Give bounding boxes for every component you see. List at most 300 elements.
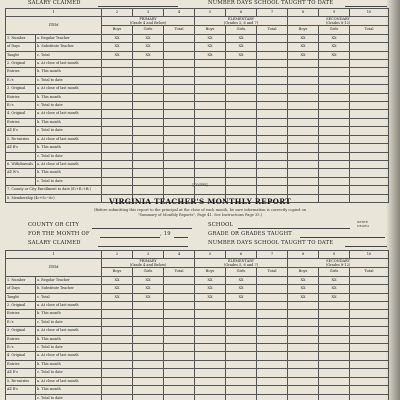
subcol-header: Boys (102, 26, 133, 34)
group-name: PRIMARY (139, 17, 157, 22)
row-subitem: c. Total to date (36, 152, 102, 160)
data-cell (319, 335, 350, 343)
row-subitem: a. At close of last month (36, 352, 102, 360)
data-cell (257, 135, 288, 143)
page-edge-shadow (386, 0, 400, 400)
data-cell: XX (319, 293, 350, 301)
data-cell: XX (133, 51, 164, 59)
data-cell (164, 386, 195, 394)
table-row (6, 160, 389, 168)
data-cell (350, 76, 389, 84)
data-cell (102, 152, 133, 160)
row-item: Taught (6, 293, 36, 301)
data-cell (102, 85, 133, 93)
data-cell: XX (195, 43, 226, 51)
data-cell (133, 118, 164, 126)
data-cell (257, 144, 288, 152)
row-subitem: c. Total to date (36, 76, 102, 84)
group-header (288, 259, 389, 268)
data-cell (350, 60, 389, 68)
data-cell (350, 369, 389, 377)
row-item: Entries (6, 335, 36, 343)
group-header (102, 17, 195, 26)
table-row (6, 43, 389, 51)
subcol-header: Total (257, 26, 288, 34)
data-cell (195, 352, 226, 360)
data-cell: XX (102, 51, 133, 59)
subcol-header: Girls (133, 26, 164, 34)
data-cell (226, 110, 257, 118)
data-cell (133, 335, 164, 343)
row-subitem: c. Total to date (36, 344, 102, 352)
data-cell (164, 310, 195, 318)
data-cell (319, 327, 350, 335)
data-cell (350, 68, 389, 76)
data-cell (288, 310, 319, 318)
table-row (6, 285, 389, 293)
data-cell (319, 76, 350, 84)
data-cell: XX (288, 34, 319, 42)
salary-claimed-label: SALARY CLAIMED (28, 0, 81, 6)
data-cell (133, 144, 164, 152)
data-cell: XX (133, 43, 164, 51)
report-instructions-1: (Before submitting this report to the principal at the close of each month, be sure information is correctly copied on (93, 208, 307, 212)
row-item: E₂'s (6, 344, 36, 352)
item-header: ITEM (6, 259, 102, 276)
data-cell (288, 394, 319, 400)
col-number: 10 (350, 251, 389, 259)
data-cell (133, 302, 164, 310)
data-cell (226, 377, 257, 385)
data-cell (288, 102, 319, 110)
data-cell (319, 394, 350, 400)
row-subitem: b. This month (36, 118, 102, 126)
data-cell (195, 344, 226, 352)
data-cell (257, 386, 288, 394)
data-cell: XX (102, 293, 133, 301)
data-cell (164, 335, 195, 343)
data-cell (257, 276, 288, 284)
data-cell (319, 68, 350, 76)
group-grades: (Grade 4 and Below) (129, 263, 167, 268)
row-subitem: b. This month (36, 386, 102, 394)
subcol-header: Boys (288, 268, 319, 276)
county-label: COUNTY OR CITY (28, 222, 80, 228)
data-cell: XX (195, 285, 226, 293)
row-subitem: a. At close of last month (36, 302, 102, 310)
data-cell (226, 352, 257, 360)
data-cell (102, 127, 133, 135)
data-cell (350, 302, 389, 310)
data-cell (195, 310, 226, 318)
data-cell (257, 335, 288, 343)
row-subitem: c. Total to date (36, 127, 102, 135)
salary-line (98, 6, 178, 7)
data-cell (226, 360, 257, 368)
data-cell (226, 102, 257, 110)
table-row (6, 360, 389, 368)
col-number: 2 (102, 9, 133, 17)
table-row (6, 51, 389, 59)
data-cell (350, 110, 389, 118)
table-row (6, 93, 389, 101)
data-cell (319, 102, 350, 110)
data-cell (195, 335, 226, 343)
data-cell (350, 51, 389, 59)
data-cell (350, 127, 389, 135)
data-cell (195, 102, 226, 110)
data-cell (102, 60, 133, 68)
row-item: All E's (6, 369, 36, 377)
row-subitem: b. This month (36, 360, 102, 368)
data-cell (319, 369, 350, 377)
data-cell (257, 318, 288, 326)
data-cell (257, 302, 288, 310)
data-cell (102, 318, 133, 326)
row-subitem: b. Substitute Teacher (36, 285, 102, 293)
data-cell (350, 102, 389, 110)
data-cell: XX (102, 276, 133, 284)
data-cell (133, 135, 164, 143)
data-cell (164, 85, 195, 93)
row-item: E₁'s (6, 318, 36, 326)
attendance-table-top (5, 8, 389, 203)
summary-row-label: 7. County or City Enrollment to date (E₁+E₂+R₁) (6, 186, 102, 194)
data-cell (319, 127, 350, 135)
col-number: 3 (133, 251, 164, 259)
row-item: of Days (6, 285, 36, 293)
over-note: [OVER] (192, 182, 208, 187)
row-item: 2. Original (6, 302, 36, 310)
col-number: 4 (164, 9, 195, 17)
row-subitem: c. Total to date (36, 318, 102, 326)
data-cell: XX (226, 285, 257, 293)
table-row (6, 118, 389, 126)
row-item: Entries (6, 68, 36, 76)
data-cell (350, 318, 389, 326)
group-header (102, 259, 195, 268)
data-cell (288, 360, 319, 368)
data-cell (257, 110, 288, 118)
data-cell (195, 302, 226, 310)
data-cell (164, 318, 195, 326)
data-cell: XX (226, 293, 257, 301)
col-number: 6 (226, 9, 257, 17)
row-item: Entries (6, 360, 36, 368)
data-cell (164, 135, 195, 143)
row-subitem: b. This month (36, 335, 102, 343)
table-row (6, 76, 389, 84)
data-cell (350, 85, 389, 93)
data-cell (288, 76, 319, 84)
data-cell (288, 302, 319, 310)
data-cell (257, 118, 288, 126)
data-cell (319, 377, 350, 385)
row-item (6, 152, 36, 160)
data-cell (102, 144, 133, 152)
data-cell (164, 394, 195, 400)
row-subitem: b. This month (36, 68, 102, 76)
data-cell (102, 310, 133, 318)
data-cell (288, 110, 319, 118)
salary-claimed-label-2: SALARY CLAIMED (28, 240, 81, 246)
data-cell: XX (226, 51, 257, 59)
data-cell (226, 93, 257, 101)
row-item: 1. Number (6, 34, 36, 42)
data-cell (288, 160, 319, 168)
data-cell: XX (102, 43, 133, 51)
data-cell (257, 34, 288, 42)
data-cell: XX (102, 34, 133, 42)
col-number: 1 (6, 9, 102, 17)
data-cell (350, 118, 389, 126)
data-cell (319, 135, 350, 143)
data-cell (102, 302, 133, 310)
data-cell (350, 152, 389, 160)
data-cell (164, 93, 195, 101)
data-cell (133, 127, 164, 135)
row-item: Entries (6, 118, 36, 126)
table-row (6, 335, 389, 343)
days-taught-label: NUMBER DAYS SCHOOL TAUGHT TO DATE (208, 0, 334, 6)
data-cell (257, 377, 288, 385)
row-item: E₁'s (6, 76, 36, 84)
data-cell (102, 135, 133, 143)
data-cell (350, 285, 389, 293)
row-subitem: b. Substitute Teacher (36, 43, 102, 51)
row-subitem: a. At close of last month (36, 110, 102, 118)
col-number: 5 (195, 9, 226, 17)
group-grades: (Grades 5, 6 and 7) (223, 263, 259, 268)
data-cell (133, 93, 164, 101)
data-cell: XX (133, 293, 164, 301)
data-cell (195, 110, 226, 118)
data-cell (102, 76, 133, 84)
data-cell (164, 276, 195, 284)
table-row (6, 377, 389, 385)
data-cell (164, 377, 195, 385)
col-number: 7 (257, 251, 288, 259)
data-cell (257, 394, 288, 400)
data-cell (288, 344, 319, 352)
group-name: PRIMARY (139, 259, 157, 264)
data-cell (133, 352, 164, 360)
data-cell (257, 60, 288, 68)
data-cell (350, 276, 389, 284)
data-cell (319, 118, 350, 126)
data-cell (164, 360, 195, 368)
data-cell: XX (288, 293, 319, 301)
data-cell (226, 310, 257, 318)
subcol-header: Boys (288, 26, 319, 34)
data-cell (133, 318, 164, 326)
data-cell (226, 144, 257, 152)
salary-line-2 (98, 246, 188, 247)
data-cell (350, 377, 389, 385)
subcol-header: Girls (319, 268, 350, 276)
item-header: ITEM (6, 17, 102, 34)
row-item: All R's (6, 386, 36, 394)
subcol-header: Total (350, 26, 389, 34)
data-cell (226, 118, 257, 126)
data-cell (288, 127, 319, 135)
data-cell (350, 344, 389, 352)
row-subitem: a. At close of last month (36, 377, 102, 385)
data-cell (195, 369, 226, 377)
report-instructions-2: "Summary of Monthly Reports", Page 41. See Instructions Page 35.) (137, 213, 263, 217)
data-cell (350, 293, 389, 301)
row-subitem: a. Regular Teacher (36, 276, 102, 284)
data-cell (164, 127, 195, 135)
data-cell (133, 386, 164, 394)
data-cell (319, 60, 350, 68)
table-row (6, 302, 389, 310)
row-item: 3. Original (6, 85, 36, 93)
data-cell (350, 93, 389, 101)
col-number: 9 (319, 251, 350, 259)
data-cell (319, 110, 350, 118)
col-number: 7 (257, 9, 288, 17)
row-item: 2. Original (6, 60, 36, 68)
subcol-header: Girls (319, 26, 350, 34)
row-item: 6. Withdrawals (6, 160, 36, 168)
row-item: 4. Original (6, 110, 36, 118)
data-cell (164, 344, 195, 352)
data-cell (133, 344, 164, 352)
col-number: 3 (133, 9, 164, 17)
data-cell: XX (195, 51, 226, 59)
data-cell (288, 386, 319, 394)
data-cell (257, 152, 288, 160)
group-header (288, 17, 389, 26)
data-cell (257, 352, 288, 360)
data-cell (195, 169, 226, 177)
row-item: 1. Number (6, 276, 36, 284)
row-item: of Days (6, 43, 36, 51)
row-item: Entries (6, 93, 36, 101)
grades-label: GRADE OR GRADES TAUGHT (208, 231, 292, 237)
data-cell (133, 68, 164, 76)
data-cell: XX (288, 285, 319, 293)
data-cell (195, 377, 226, 385)
row-subitem: a. Regular Teacher (36, 34, 102, 42)
data-cell: XX (133, 285, 164, 293)
data-cell (133, 394, 164, 400)
data-cell (319, 85, 350, 93)
data-cell (319, 310, 350, 318)
data-cell (226, 386, 257, 394)
row-subitem: c. Total to date (36, 394, 102, 400)
data-cell (102, 352, 133, 360)
data-cell (133, 169, 164, 177)
data-cell (195, 118, 226, 126)
data-cell (226, 127, 257, 135)
data-cell: XX (226, 43, 257, 51)
data-cell (133, 327, 164, 335)
data-cell (288, 144, 319, 152)
month-line (100, 237, 160, 238)
table-row (6, 102, 389, 110)
data-cell: XX (319, 43, 350, 51)
subcol-header: Girls (226, 26, 257, 34)
data-cell (133, 110, 164, 118)
subcol-header: Girls (226, 268, 257, 276)
col-number: 5 (195, 251, 226, 259)
data-cell (288, 352, 319, 360)
data-cell (257, 85, 288, 93)
data-cell (195, 135, 226, 143)
group-name: ELEMENTARY (227, 17, 255, 22)
data-cell (319, 93, 350, 101)
data-cell: XX (133, 276, 164, 284)
table-row (6, 310, 389, 318)
group-grades: (Grades 5, 6 and 7) (223, 21, 259, 26)
data-cell (288, 135, 319, 143)
col-number: 9 (319, 9, 350, 17)
data-cell (133, 76, 164, 84)
table-row (6, 85, 389, 93)
data-cell (257, 160, 288, 168)
data-cell (195, 68, 226, 76)
data-cell (102, 335, 133, 343)
table-row (6, 293, 389, 301)
data-cell (164, 118, 195, 126)
data-cell (102, 394, 133, 400)
data-cell (164, 144, 195, 152)
data-cell (350, 34, 389, 42)
data-cell (257, 344, 288, 352)
data-cell: XX (226, 34, 257, 42)
row-subitem: b. This month (36, 169, 102, 177)
data-cell (350, 327, 389, 335)
data-cell: XX (288, 276, 319, 284)
data-cell (226, 169, 257, 177)
group-header (195, 259, 288, 268)
summary-row-label: 8. Membership (4c+5c−6c) (6, 194, 102, 202)
row-item: 3. Original (6, 327, 36, 335)
data-cell (133, 369, 164, 377)
data-cell (257, 68, 288, 76)
data-cell (226, 394, 257, 400)
report-title: VIRGINIA TEACHER'S MONTHLY REPORT (108, 197, 292, 206)
group-name: SECONDARY (326, 259, 350, 264)
subcol-header: Boys (195, 268, 226, 276)
data-cell (102, 386, 133, 394)
col-number: 6 (226, 251, 257, 259)
subcol-header: Girls (133, 268, 164, 276)
data-cell (226, 344, 257, 352)
data-cell (350, 394, 389, 400)
data-cell (133, 160, 164, 168)
row-subitem: b. This month (36, 93, 102, 101)
data-cell (257, 293, 288, 301)
data-cell (319, 360, 350, 368)
data-cell (195, 160, 226, 168)
table-row (6, 369, 389, 377)
data-cell: XX (195, 276, 226, 284)
data-cell (257, 285, 288, 293)
data-cell (226, 327, 257, 335)
data-cell (319, 318, 350, 326)
year-label: , 19 (160, 231, 171, 237)
white-label: WHITE (357, 220, 369, 224)
data-cell (164, 152, 195, 160)
row-item: 5. Re-entries (6, 377, 36, 385)
row-subitem: c. Total to date (36, 102, 102, 110)
table-row (6, 68, 389, 76)
data-cell (164, 160, 195, 168)
row-subitem: b. This month (36, 310, 102, 318)
